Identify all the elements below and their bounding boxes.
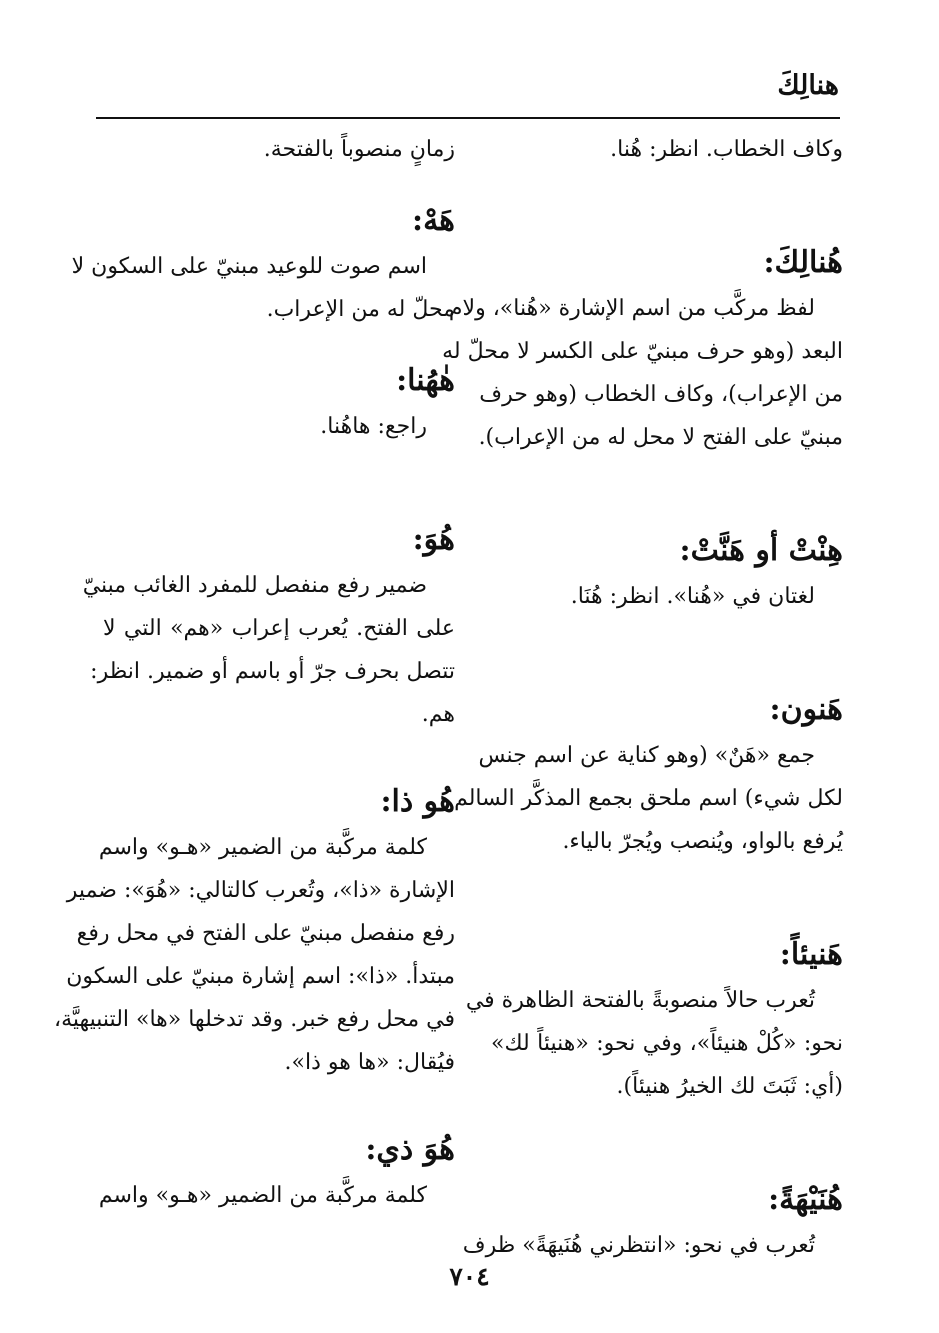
definition-line: راجع: هاهُنا. <box>320 414 427 439</box>
definition-line: الإشارة «ذا»، وتُعرب كالتالي: «هُوَ»: ضمير <box>66 878 455 903</box>
running-head: هنالِكَ <box>777 70 839 101</box>
entry-hint <box>491 529 843 618</box>
definition-line: لفظ مركَّب من اسم الإشارة «هُنا»، ولام <box>448 296 815 321</box>
definition-line: رفع منفصل مبنيّ على الفتح في محل رفع <box>76 921 455 946</box>
definition-line: على الفتح. يُعرب إعراب «هم» التي لا <box>103 616 455 641</box>
headword: هُوَ ذي: <box>365 1132 455 1167</box>
headword: هُنالِكَ: <box>763 245 843 280</box>
definition-line: كلمة مركَّبة من الضمير «هـو» واسم <box>98 1183 427 1208</box>
definition-line: جمع «هَنٌ» (وهو كناية عن اسم جنس <box>478 743 815 768</box>
left-column <box>53 128 455 1217</box>
entry-huwa-dha <box>53 780 455 1084</box>
entry-hah <box>71 199 455 331</box>
headword: هُنَيْهَةً: <box>768 1182 843 1217</box>
definition-line: اسم صوت للوعيد مبنيّ على السكون لا <box>71 254 427 279</box>
entry-hunayhatan <box>462 1178 843 1267</box>
headword: هُوَ: <box>412 522 455 557</box>
page-number: ٧٠٤ <box>449 1262 490 1291</box>
definition-line: تُعرب حالاً منصوبةً بالفتحة الظاهرة في <box>465 988 815 1013</box>
continuation-text: زمانٍ منصوباً بالفتحة. <box>263 137 455 162</box>
definition-line: يُرفع بالواو، ويُنصب ويُجرّ بالياء. <box>562 829 843 854</box>
entry-haniian <box>465 933 843 1108</box>
definition-line: لغتان في «هُنا». انظر: هُنَا. <box>570 584 815 609</box>
definition-line: تتصل بحرف جرّ أو باسم أو ضمير. انظر: <box>90 659 455 684</box>
headword: هَنون: <box>769 692 843 727</box>
definition-line: من الإعراب)، وكاف الخطاب (وهو حرف <box>479 382 843 407</box>
right-column <box>442 128 843 1267</box>
definition-line: لكل شيء) اسم ملحق بجمع المذكَّر السالم. <box>447 786 843 811</box>
definition-line: تُعرب في نحو: «انتظرني هُنَيهَةً» ظرف <box>462 1233 815 1258</box>
definition-line: ضمير رفع منفصل للمفرد الغائب مبنيّ <box>82 573 427 598</box>
definition-line: مبنيّ على الفتح لا محل له من الإعراب). <box>478 425 843 450</box>
header-rule <box>96 117 840 119</box>
headword: هٰهُنا: <box>396 363 455 398</box>
definition-line: في محل رفع خبر. وقد تدخلها «ها» التنبيهيَّة، <box>53 1007 455 1032</box>
entry-huwa <box>82 518 455 736</box>
definition-line: محلّ له من الإعراب. <box>266 297 455 322</box>
definition-line: كلمة مركَّبة من الضمير «هـو» واسم <box>98 835 427 860</box>
entry-hahuna <box>103 359 455 448</box>
entry-hunalika <box>442 241 843 459</box>
definition-line: هم. <box>421 702 455 727</box>
entry-huwa-dhi <box>98 1128 455 1217</box>
headword: هَنيئاً: <box>779 937 843 972</box>
definition-line: مبتدأ. «ذا»: اسم إشارة مبنيّ على السكون <box>66 964 455 989</box>
headword: هَهْ: <box>412 203 455 238</box>
definition-line: (أي: ثَبَتَ لك الخيرُ هنيئاً). <box>616 1074 843 1099</box>
definition-line: فيُقال: «ها هو ذا». <box>284 1050 455 1075</box>
entry-hanun <box>447 688 843 863</box>
continuation-text: وكاف الخطاب. انظر: هُنا. <box>610 137 843 162</box>
headword: هِنْتْ أو هَنَّتْ: <box>679 533 843 568</box>
definition-line: البعد (وهو حرف مبنيّ على الكسر لا محلّ له <box>442 339 843 364</box>
definition-line: نحو: «كُلْ هنيئاً»، وفي نحو: «هنيئاً لك» <box>491 1031 843 1056</box>
headword: هُو ذا: <box>380 784 455 819</box>
